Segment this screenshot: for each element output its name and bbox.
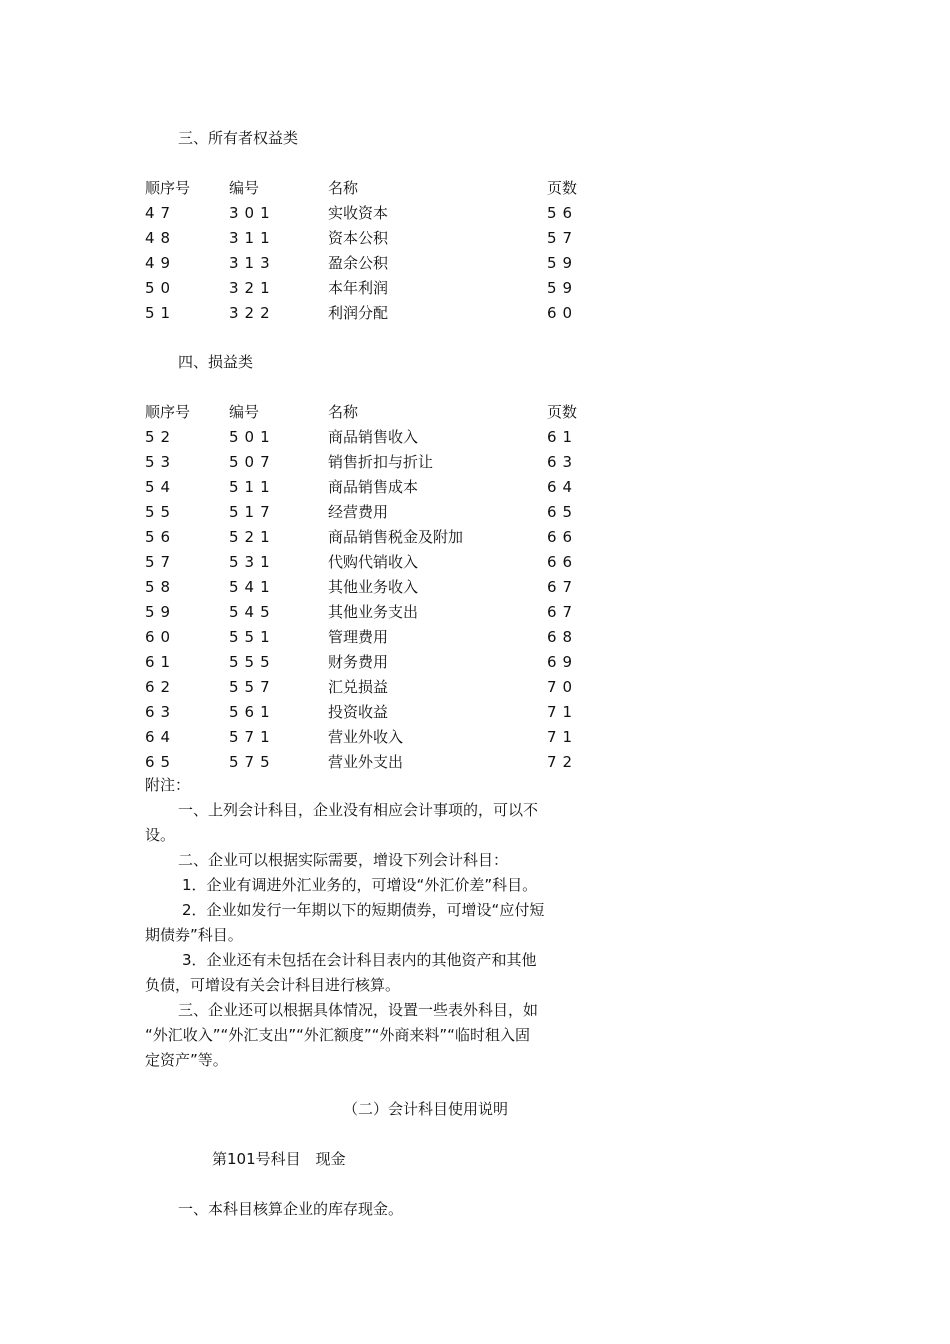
cell-name: 投资收益 xyxy=(328,703,389,721)
cell-page: 57 xyxy=(547,229,579,247)
cell-code: 322 xyxy=(229,304,276,322)
notes-label: 附注： xyxy=(145,776,191,794)
table-row xyxy=(0,251,700,275)
cell-name: 营业外支出 xyxy=(328,753,404,771)
cell-page: 66 xyxy=(547,528,579,546)
cell-seq: 59 xyxy=(145,603,177,621)
cell-seq: 57 xyxy=(145,553,177,571)
cell-name: 管理费用 xyxy=(328,628,389,646)
cell-page: 60 xyxy=(547,304,579,322)
cell-page: 59 xyxy=(547,279,579,297)
table-row xyxy=(0,425,700,449)
cell-name: 资本公积 xyxy=(328,229,389,247)
cell-page: 56 xyxy=(547,204,579,222)
cell-code: 551 xyxy=(229,628,276,646)
cell-code: 517 xyxy=(229,503,276,521)
cell-code: 571 xyxy=(229,728,276,746)
table-row xyxy=(0,276,700,300)
subject-para1: 一、本科目核算企业的库存现金。 xyxy=(178,1200,404,1218)
table-row xyxy=(0,700,700,724)
cell-name: 实收资本 xyxy=(328,204,389,222)
cell-seq: 50 xyxy=(145,279,177,297)
table-row xyxy=(0,475,700,499)
table-row xyxy=(0,301,700,325)
cell-seq: 60 xyxy=(145,628,177,646)
cell-code: 321 xyxy=(229,279,276,297)
cell-seq: 54 xyxy=(145,478,177,496)
cell-code: 313 xyxy=(229,254,276,272)
cell-page: 61 xyxy=(547,428,579,446)
note-item2: 二、企业可以根据实际需要，增设下列会计科目： xyxy=(178,851,509,869)
cell-seq: 51 xyxy=(145,304,177,322)
cell-code: 511 xyxy=(229,478,276,496)
table-row xyxy=(0,625,700,649)
note-item3-line1: 三、企业还可以根据具体情况，设置一些表外科目，如 xyxy=(178,1001,539,1019)
table-row xyxy=(0,525,700,549)
cell-page: 63 xyxy=(547,453,579,471)
note-sub3-line2: 负债，可增设有关会计科目进行核算。 xyxy=(145,976,401,994)
cell-name: 财务费用 xyxy=(328,653,389,671)
table-row xyxy=(0,575,700,599)
cell-page: 66 xyxy=(547,553,579,571)
table-row xyxy=(0,226,700,250)
cell-code: 541 xyxy=(229,578,276,596)
cell-code: 545 xyxy=(229,603,276,621)
cell-name: 利润分配 xyxy=(328,304,389,322)
cell-seq: 49 xyxy=(145,254,177,272)
header-name: 名称 xyxy=(328,403,359,421)
header-page: 页数 xyxy=(547,179,578,197)
header-seq: 顺序号 xyxy=(145,179,191,197)
cell-name: 其他业务收入 xyxy=(328,578,419,596)
cell-page: 70 xyxy=(547,678,579,696)
table-row xyxy=(0,725,700,749)
header-name: 名称 xyxy=(328,179,359,197)
cell-seq: 56 xyxy=(145,528,177,546)
cell-code: 301 xyxy=(229,204,276,222)
table-row xyxy=(0,450,700,474)
cell-name: 本年利润 xyxy=(328,279,389,297)
cell-page: 71 xyxy=(547,703,579,721)
cell-seq: 58 xyxy=(145,578,177,596)
note-sub1: 1．企业有调进外汇业务的，可增设“外汇价差”科目。 xyxy=(182,876,538,894)
part2-title: （二）会计科目使用说明 xyxy=(343,1100,509,1118)
table-row xyxy=(0,201,700,225)
cell-page: 65 xyxy=(547,503,579,521)
section3-title: 三、所有者权益类 xyxy=(178,129,299,147)
cell-name: 商品销售成本 xyxy=(328,478,419,496)
cell-name: 销售折扣与折让 xyxy=(328,453,434,471)
table-row xyxy=(0,500,700,524)
cell-seq: 65 xyxy=(145,753,177,771)
cell-page: 64 xyxy=(547,478,579,496)
cell-code: 555 xyxy=(229,653,276,671)
note-item3-line3: 定资产”等。 xyxy=(145,1051,228,1069)
table-row xyxy=(0,650,700,674)
note-item1-line2: 设。 xyxy=(145,826,176,844)
cell-page: 68 xyxy=(547,628,579,646)
cell-page: 72 xyxy=(547,753,579,771)
cell-page: 67 xyxy=(547,603,579,621)
cell-name: 商品销售收入 xyxy=(328,428,419,446)
table-header xyxy=(0,400,700,424)
table-row xyxy=(0,675,700,699)
header-code: 编号 xyxy=(229,179,260,197)
cell-seq: 47 xyxy=(145,204,177,222)
header-seq: 顺序号 xyxy=(145,403,191,421)
cell-code: 507 xyxy=(229,453,276,471)
section4-title: 四、损益类 xyxy=(178,353,254,371)
note-sub2-line1: 2．企业如发行一年期以下的短期债券，可增设“应付短 xyxy=(182,901,545,919)
table-header xyxy=(0,176,700,200)
cell-seq: 63 xyxy=(145,703,177,721)
header-page: 页数 xyxy=(547,403,578,421)
cell-seq: 55 xyxy=(145,503,177,521)
header-code: 编号 xyxy=(229,403,260,421)
cell-page: 59 xyxy=(547,254,579,272)
cell-code: 311 xyxy=(229,229,276,247)
note-item1-line1: 一、上列会计科目，企业没有相应会计事项的，可以不 xyxy=(178,801,539,819)
table-row xyxy=(0,550,700,574)
cell-seq: 62 xyxy=(145,678,177,696)
cell-name: 盈余公积 xyxy=(328,254,389,272)
cell-page: 71 xyxy=(547,728,579,746)
cell-name: 商品销售税金及附加 xyxy=(328,528,464,546)
cell-seq: 61 xyxy=(145,653,177,671)
note-item3-line2: “外汇收入”“外汇支出”“外汇额度”“外商来料”“临时租入固 xyxy=(145,1026,530,1044)
cell-code: 557 xyxy=(229,678,276,696)
cell-code: 531 xyxy=(229,553,276,571)
cell-code: 561 xyxy=(229,703,276,721)
cell-seq: 64 xyxy=(145,728,177,746)
cell-code: 521 xyxy=(229,528,276,546)
cell-name: 营业外收入 xyxy=(328,728,404,746)
table-row xyxy=(0,600,700,624)
cell-code: 501 xyxy=(229,428,276,446)
table-row xyxy=(0,750,700,774)
note-sub2-line2: 期债券”科目。 xyxy=(145,926,243,944)
subject-title: 第101号科目 现金 xyxy=(212,1150,346,1168)
cell-page: 69 xyxy=(547,653,579,671)
cell-name: 经营费用 xyxy=(328,503,389,521)
cell-seq: 52 xyxy=(145,428,177,446)
cell-code: 575 xyxy=(229,753,276,771)
cell-name: 其他业务支出 xyxy=(328,603,419,621)
cell-seq: 53 xyxy=(145,453,177,471)
cell-page: 67 xyxy=(547,578,579,596)
cell-seq: 48 xyxy=(145,229,177,247)
cell-name: 汇兑损益 xyxy=(328,678,389,696)
cell-name: 代购代销收入 xyxy=(328,553,419,571)
note-sub3-line1: 3．企业还有未包括在会计科目表内的其他资产和其他 xyxy=(182,951,537,969)
